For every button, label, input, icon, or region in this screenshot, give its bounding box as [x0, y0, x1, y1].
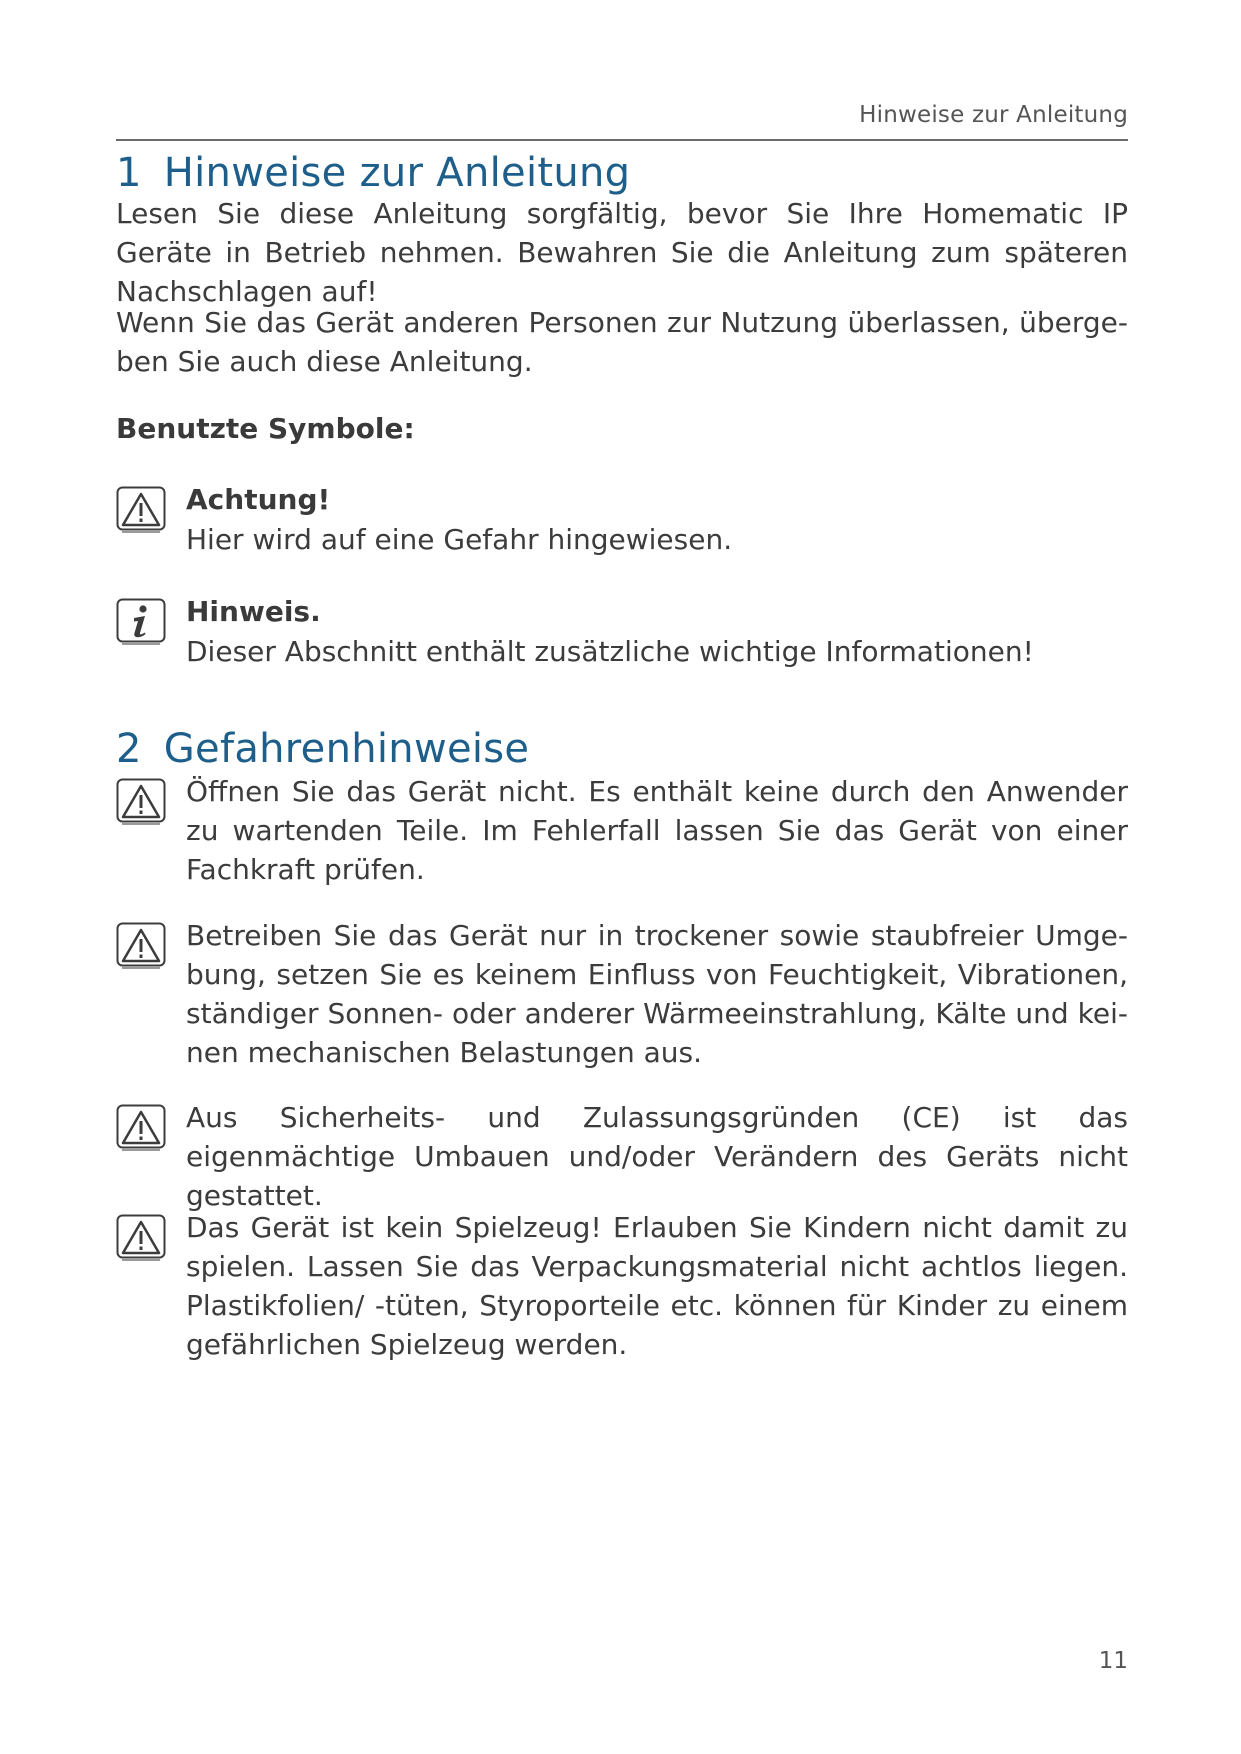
symbol-warning-title: Achtung! — [186, 483, 331, 516]
section-1-title-text: Hinweise zur Anleitung — [163, 150, 631, 196]
hazard-text: Betreiben Sie das Gerät nur in trockener sowie staubfreier Umgebung, setzen Sie es keinem Einfluss von Feuchtigkeit, Vibrationen, ständiger Sonnen- oder anderer Wärmeeinstrahlung, Kälte und keinen mechanischen Belastungen aus. — [186, 919, 1128, 1069]
info-icon — [116, 598, 166, 646]
running-header: Hinweise zur Anleitung — [859, 102, 1128, 128]
symbol-info-description: Dieser Abschnitt enthält zusätzliche wichtige Informationen! — [186, 635, 1034, 668]
warning-icon — [116, 1214, 166, 1262]
hazard-text: Aus Sicherheits- und Zulassungsgründen (CE) ist das eigenmächtige Umbauen und/oder Verändern des Geräts nicht gestattet. — [186, 1101, 1128, 1212]
warning-icon — [116, 486, 166, 534]
section-2-title-text: Gefahrenhinweise — [163, 726, 530, 772]
section-1-number: 1 — [116, 150, 142, 196]
warning-icon — [116, 1104, 166, 1152]
section-1-title — [116, 150, 630, 196]
hazard-text: Öffnen Sie das Gerät nicht. Es enthält keine durch den Anwender zu wartenden Teile. Im Fehlerfall lassen Sie das Gerät von einer Fachkraft prüfen. — [186, 775, 1128, 886]
section-2-number: 2 — [116, 726, 142, 772]
hazard-text: Das Gerät ist kein Spielzeug! Erlauben Sie Kindern nicht damit zu spielen. Lassen Sie das Verpackungsmaterial nicht achtlos liegen. Plastikfolien/ -tüten, Styroporteile etc. können für Kinder zu einem gefährlichen Spielzeug werden. — [186, 1211, 1128, 1361]
intro-paragraph-2: Wenn Sie das Gerät anderen Personen zur Nutzung überlassen, übergeben Sie auch diese Anleitung. — [116, 306, 1128, 378]
symbols-heading: Benutzte Symbole: — [116, 412, 415, 445]
page-number: 11 — [1098, 1648, 1128, 1674]
symbol-info-title: Hinweis. — [186, 595, 321, 628]
warning-icon — [116, 778, 166, 826]
symbol-warning-text — [186, 480, 1128, 560]
warning-icon — [116, 922, 166, 970]
intro-paragraph-1: Lesen Sie diese Anleitung sorgfältig, bevor Sie Ihre Homematic IP Geräte in Betrieb nehmen. Bewahren Sie die Anleitung zum späteren Nachschlagen auf! — [116, 197, 1128, 308]
symbol-info-text — [186, 592, 1128, 672]
header-rule — [116, 139, 1128, 141]
symbol-warning-description: Hier wird auf eine Gefahr hingewiesen. — [186, 523, 733, 556]
section-2-title — [116, 726, 529, 772]
